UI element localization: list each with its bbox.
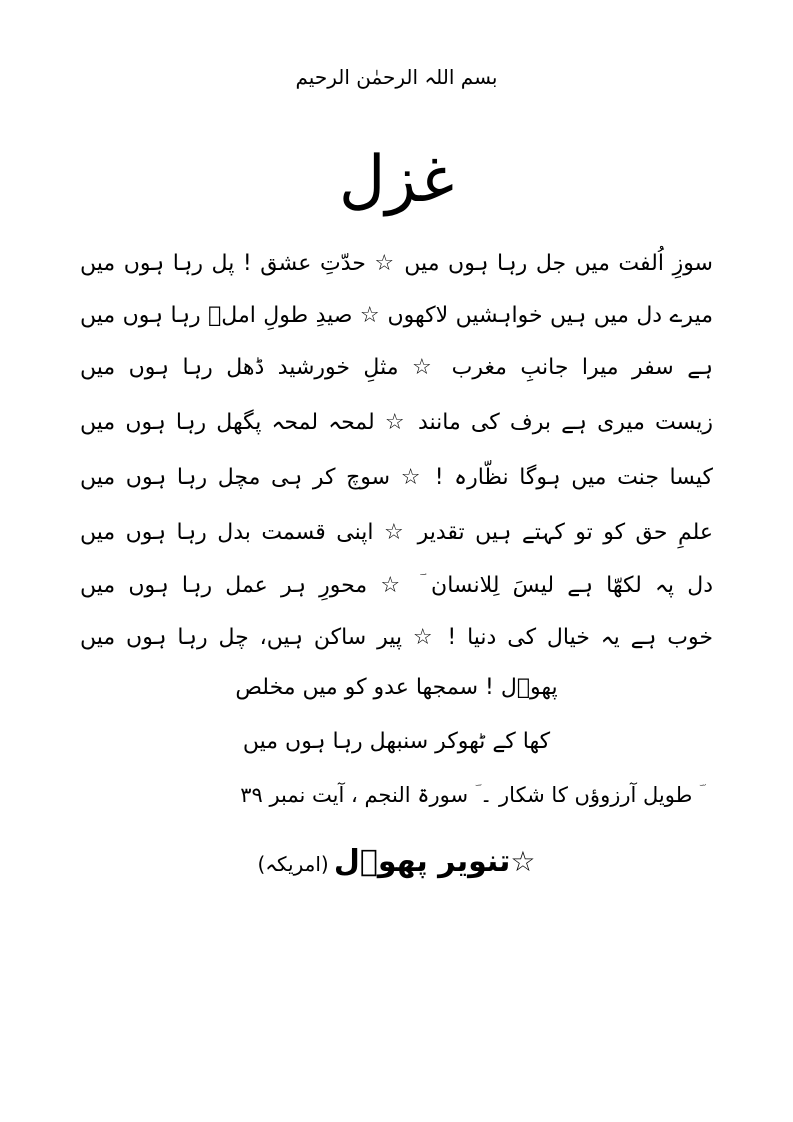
verse-line-4: زیست میری ہے برف کی مانند ☆ لمحہ لمحہ پگھل رہا ہوں میں <box>80 410 713 435</box>
verse-line-8: خوب ہے یہ خیال کی دنیا ! ☆ پیر ساکن ہیں، چل رہا ہوں میں <box>80 625 713 650</box>
footnote: ؔ طویل آرزوؤں کا شکار ۔ ؔ سورۃ النجم ، آیت نمبر ۳۹ <box>240 783 699 807</box>
closing-line-2: کھا کے ٹھوکر سنبھل رہا ہوں میں <box>242 729 551 754</box>
verse-line-6: علمِ حق کو تو کہتے ہیں تقدیر ☆ اپنی قسمت بدل رہا ہوں میں <box>80 520 713 545</box>
verse-line-7: دل پہ لکھّا ہے لیسَ لِلانسان ؔ ☆ محورِ ہر عمل رہا ہوں میں <box>80 573 713 598</box>
page-title: غزل <box>338 143 455 217</box>
signature <box>0 840 793 888</box>
star-icon: ☆ <box>510 845 536 878</box>
closing-line-1: پھوؔل ! سمجھا عدو کو میں مخلص <box>235 675 558 700</box>
verse-line-5: کیسا جنت میں ہوگا نظّارہ ! ☆ سوچ کر ہی مچل رہا ہوں میں <box>80 465 713 490</box>
author-name: تنویر پھوؔل <box>333 844 511 879</box>
verse-line-3: ہے سفر میرا جانبِ مغرب ☆ مثلِ خورشید ڈھل رہا ہوں میں <box>80 355 713 380</box>
author-country: (امریکہ) <box>257 852 329 876</box>
verse-line-1: سوزِ اُلفت میں جل رہا ہوں میں ☆ حدّتِ عشق ! پل رہا ہوں میں <box>80 251 713 276</box>
bismillah-heading: بسم اللہ الرحمٰن الرحیم <box>295 65 498 89</box>
verse-line-2: میرے دل میں ہیں خواہشیں لاکھوں ☆ صیدِ طولِ املؔ رہا ہوں میں <box>80 303 713 328</box>
